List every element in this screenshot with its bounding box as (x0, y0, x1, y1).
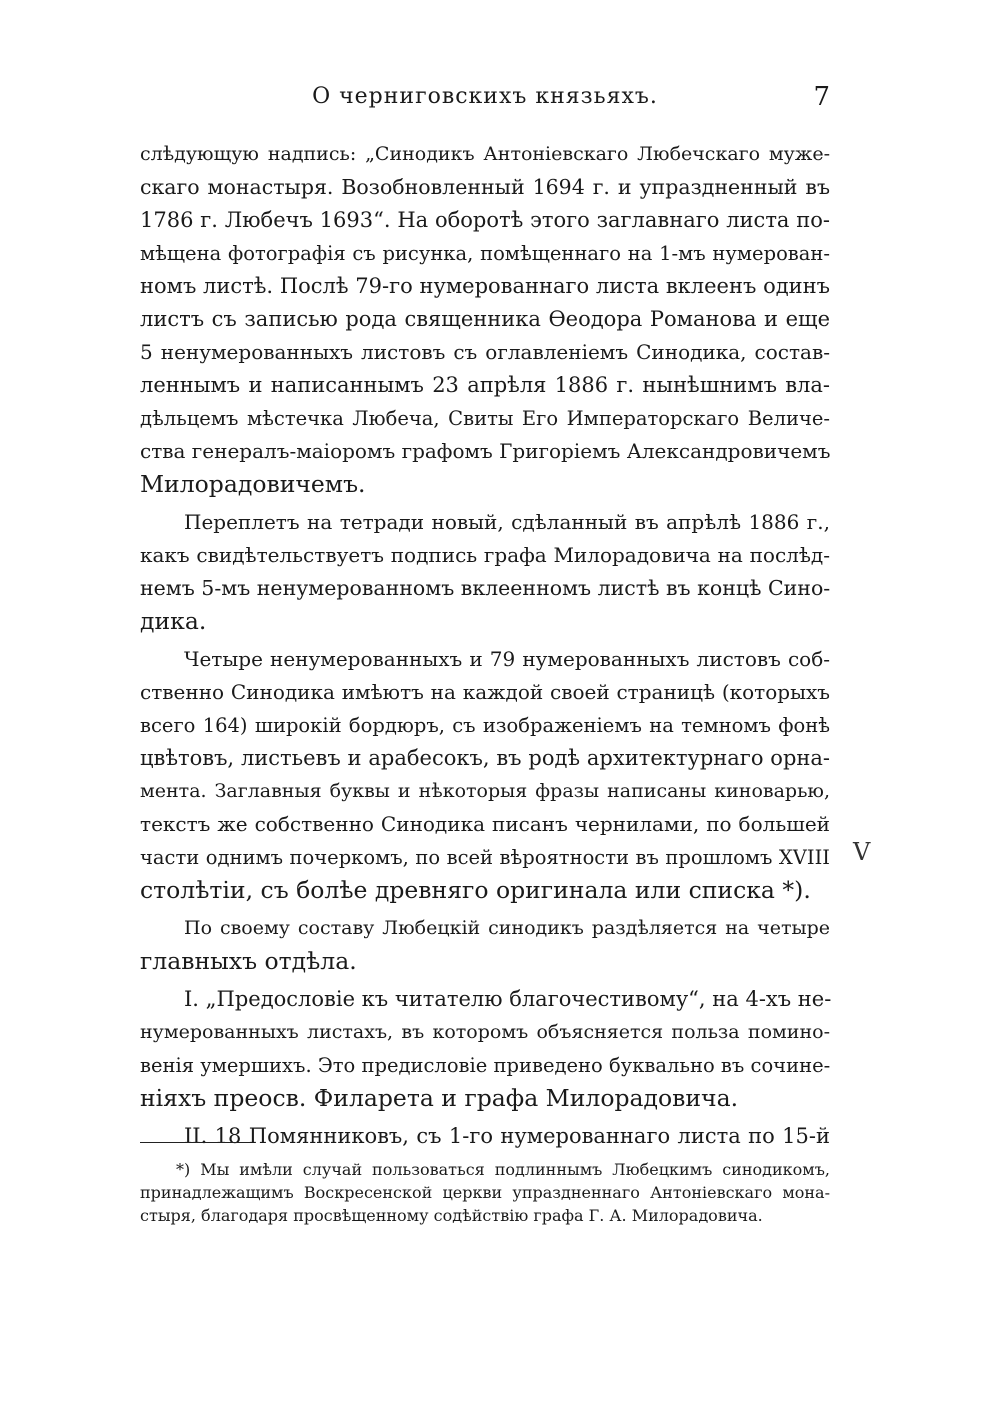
text-line: части однимъ почеркомъ, по всей вѣроятности въ прошломъ XVIII (140, 846, 830, 869)
page-number: 7 (813, 82, 830, 112)
footnote-line: стыря, благодаря просвѣщенному содѣйствію графа Г. А. Милорадовича. (140, 1206, 763, 1225)
text-line: дика. (140, 607, 207, 635)
text-line: немъ 5-мъ ненумерованномъ вклеенномъ листѣ въ концѣ Сино- (140, 576, 831, 600)
text-line: какъ свидѣтельствуетъ подпись графа Милорадовича на послѣд- (140, 543, 830, 567)
text-line: скаго монастыря. Возобновленный 1694 г. и упраздненный въ (140, 175, 830, 199)
footnote (140, 1158, 830, 1227)
footnote-line: принадлежащимъ Воскресенской церкви упраздненнаго Антоніевскаго мона- (140, 1183, 830, 1202)
text-line: леннымъ и написаннымъ 23 апрѣля 1886 г. нынѣшнимъ вла- (140, 373, 830, 397)
paragraph (140, 912, 830, 978)
paragraph (140, 643, 830, 907)
text-line: Милорадовичемъ. (140, 470, 366, 498)
text-line: ніяхъ преосв. Филарета и графа Милорадовича. (140, 1084, 739, 1112)
text-line: слѣдующую надпись: „Синодикъ Антоніевскаго Любечскаго муже- (140, 143, 830, 165)
text-line: цвѣтовъ, листьевъ и арабесокъ, въ родѣ архитектурнаго орна- (140, 746, 830, 770)
text-line: главныхъ отдѣла. (140, 947, 357, 975)
text-line: всего 164) широкій бордюръ, съ изображеніемъ на темномъ фонѣ (140, 714, 830, 737)
body-text (140, 138, 830, 1153)
text-line: I. „Предословіе къ читателю благочестивому“, на 4-хъ не- (184, 987, 832, 1011)
text-line: мента. Заглавныя буквы и нѣкоторыя фразы написаны киноварью, (140, 780, 830, 802)
text-line: нумерованныхъ листахъ, въ которомъ объясняется польза помино- (140, 1021, 830, 1043)
text-line: мѣщена фотографія съ рисунка, помѣщеннаго на 1-мъ нумерован- (140, 242, 830, 265)
text-line: листъ съ записью рода священника Ѳеодора Романова и еще (140, 307, 830, 331)
text-line: ственно Синодика имѣютъ на каждой своей страницѣ (которыхъ (140, 680, 830, 704)
text-line: Четыре ненумерованныхъ и 79 нумерованныхъ листовъ соб- (184, 647, 830, 671)
text-line: венія умершихъ. Это предисловіе приведено буквально въ сочине- (140, 1054, 831, 1077)
paragraph (140, 506, 830, 638)
text-line: 1786 г. Любечъ 1693“. На оборотѣ этого заглавнаго листа по- (140, 208, 830, 232)
text-line: ства генералъ-маіоромъ графомъ Григоріемъ Александровичемъ (140, 439, 831, 463)
text-line: дѣльцемъ мѣстечка Любеча, Свиты Его Императорскаго Величе- (140, 407, 830, 430)
paragraph (140, 138, 830, 501)
paragraph (140, 983, 830, 1115)
footnote-line: *) Мы имѣли случай пользоваться подлиннымъ Любецкимъ синодикомъ, (176, 1160, 830, 1179)
text-line: столѣтіи, съ болѣе древняго оригинала или списка *). (140, 876, 811, 904)
page-header (140, 84, 830, 118)
footnote-rule (140, 1142, 250, 1143)
text-line: По своему составу Любецкій синодикъ раздѣляется на четыре (184, 917, 830, 939)
text-line: II. 18 Помянниковъ, съ 1-го нумерованнаго листа по 15-й (184, 1124, 830, 1148)
text-line: Переплетъ на тетради новый, сдѣланный въ апрѣлѣ 1886 г., (184, 510, 830, 534)
text-line: текстъ же собственно Синодика писанъ чернилами, по большей (140, 812, 830, 836)
margin-annotation: V (853, 838, 871, 866)
text-line: 5 ненумерованныхъ листовъ съ оглавленіемъ Синодика, состав- (140, 340, 830, 364)
running-title: О черниговскихъ князьяхъ. (312, 84, 658, 109)
text-line: номъ листѣ. Послѣ 79-го нумерованнаго листа вклеенъ одинъ (140, 274, 830, 298)
paragraph (140, 1120, 830, 1153)
